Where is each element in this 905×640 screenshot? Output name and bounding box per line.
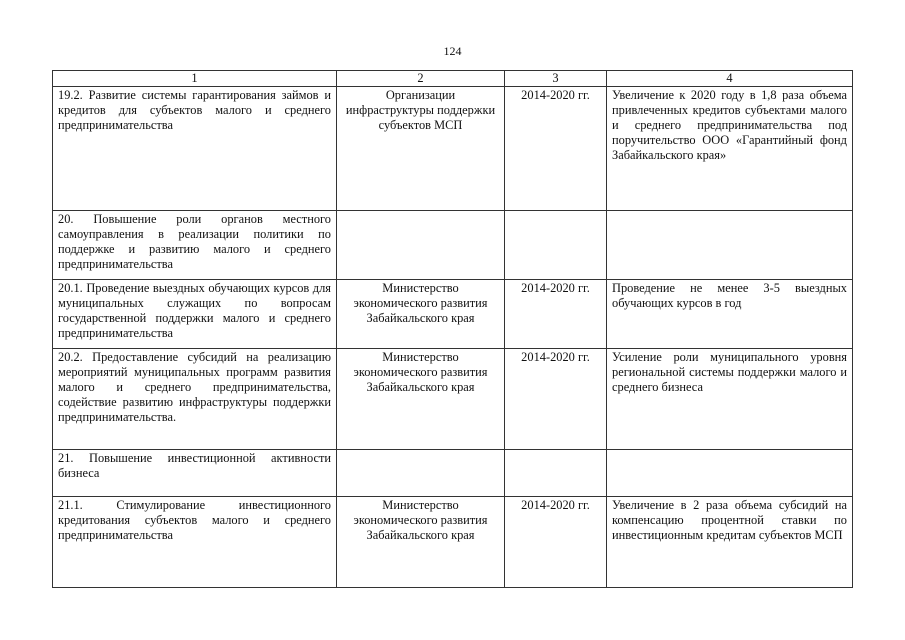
period-cell: 2014-2020 гг. — [505, 349, 607, 450]
executor-cell — [337, 450, 505, 497]
period-cell — [505, 450, 607, 497]
result-cell — [607, 211, 853, 280]
measures-table — [52, 70, 853, 588]
period-cell: 2014-2020 гг. — [505, 87, 607, 211]
column-header: 1 — [53, 71, 337, 87]
activity-cell: 20.1. Проведение выездных обучающих курсов для муниципальных служащих по вопросам государственной поддержки малого и среднего предпринимательства — [53, 280, 337, 349]
page-number: 124 — [443, 44, 462, 58]
table-row — [53, 87, 853, 211]
activity-cell: 20.2. Предоставление субсидий на реализацию мероприятий муниципальных программ развития малого и среднего предпринимательства, содействие развитию инфраструктуры поддержки предпринимательства. — [53, 349, 337, 450]
column-header: 3 — [505, 71, 607, 87]
executor-cell: Министерство экономического развития Забайкальского края — [337, 349, 505, 450]
result-cell: Увеличение к 2020 году в 1,8 раза объема привлеченных кредитов субъектами малого и среднего предпринимательства под поручительство ООО «Гарантийный фонд Забайкальского края» — [607, 87, 853, 211]
period-cell: 2014-2020 гг. — [505, 497, 607, 588]
column-header: 2 — [337, 71, 505, 87]
result-cell: Усиление роли муниципального уровня региональной системы поддержки малого и среднего бизнеса — [607, 349, 853, 450]
executor-cell: Организации инфраструктуры поддержки субъектов МСП — [337, 87, 505, 211]
executor-cell: Министерство экономического развития Забайкальского края — [337, 497, 505, 588]
table-row — [53, 349, 853, 450]
executor-cell — [337, 211, 505, 280]
activity-cell: 20. Повышение роли органов местного самоуправления в реализации политики по поддержке и развитию малого и среднего предпринимательства — [53, 211, 337, 280]
activity-cell: 21.1. Стимулирование инвестиционного кредитования субъектов малого и среднего предпринимательства — [53, 497, 337, 588]
result-cell: Проведение не менее 3-5 выездных обучающих курсов в год — [607, 280, 853, 349]
activity-cell: 21. Повышение инвестиционной активности бизнеса — [53, 450, 337, 497]
period-cell — [505, 211, 607, 280]
table-row — [53, 497, 853, 588]
column-header: 4 — [607, 71, 853, 87]
result-cell — [607, 450, 853, 497]
table-row — [53, 211, 853, 280]
table-row — [53, 450, 853, 497]
period-cell: 2014-2020 гг. — [505, 280, 607, 349]
table-row — [53, 280, 853, 349]
result-cell: Увеличение в 2 раза объема субсидий на компенсацию процентной ставки по инвестиционным кредитам субъектов МСП — [607, 497, 853, 588]
table-header-row — [53, 71, 853, 87]
executor-cell: Министерство экономического развития Забайкальского края — [337, 280, 505, 349]
activity-cell: 19.2. Развитие системы гарантирования займов и кредитов для субъектов малого и среднего предпринимательства — [53, 87, 337, 211]
